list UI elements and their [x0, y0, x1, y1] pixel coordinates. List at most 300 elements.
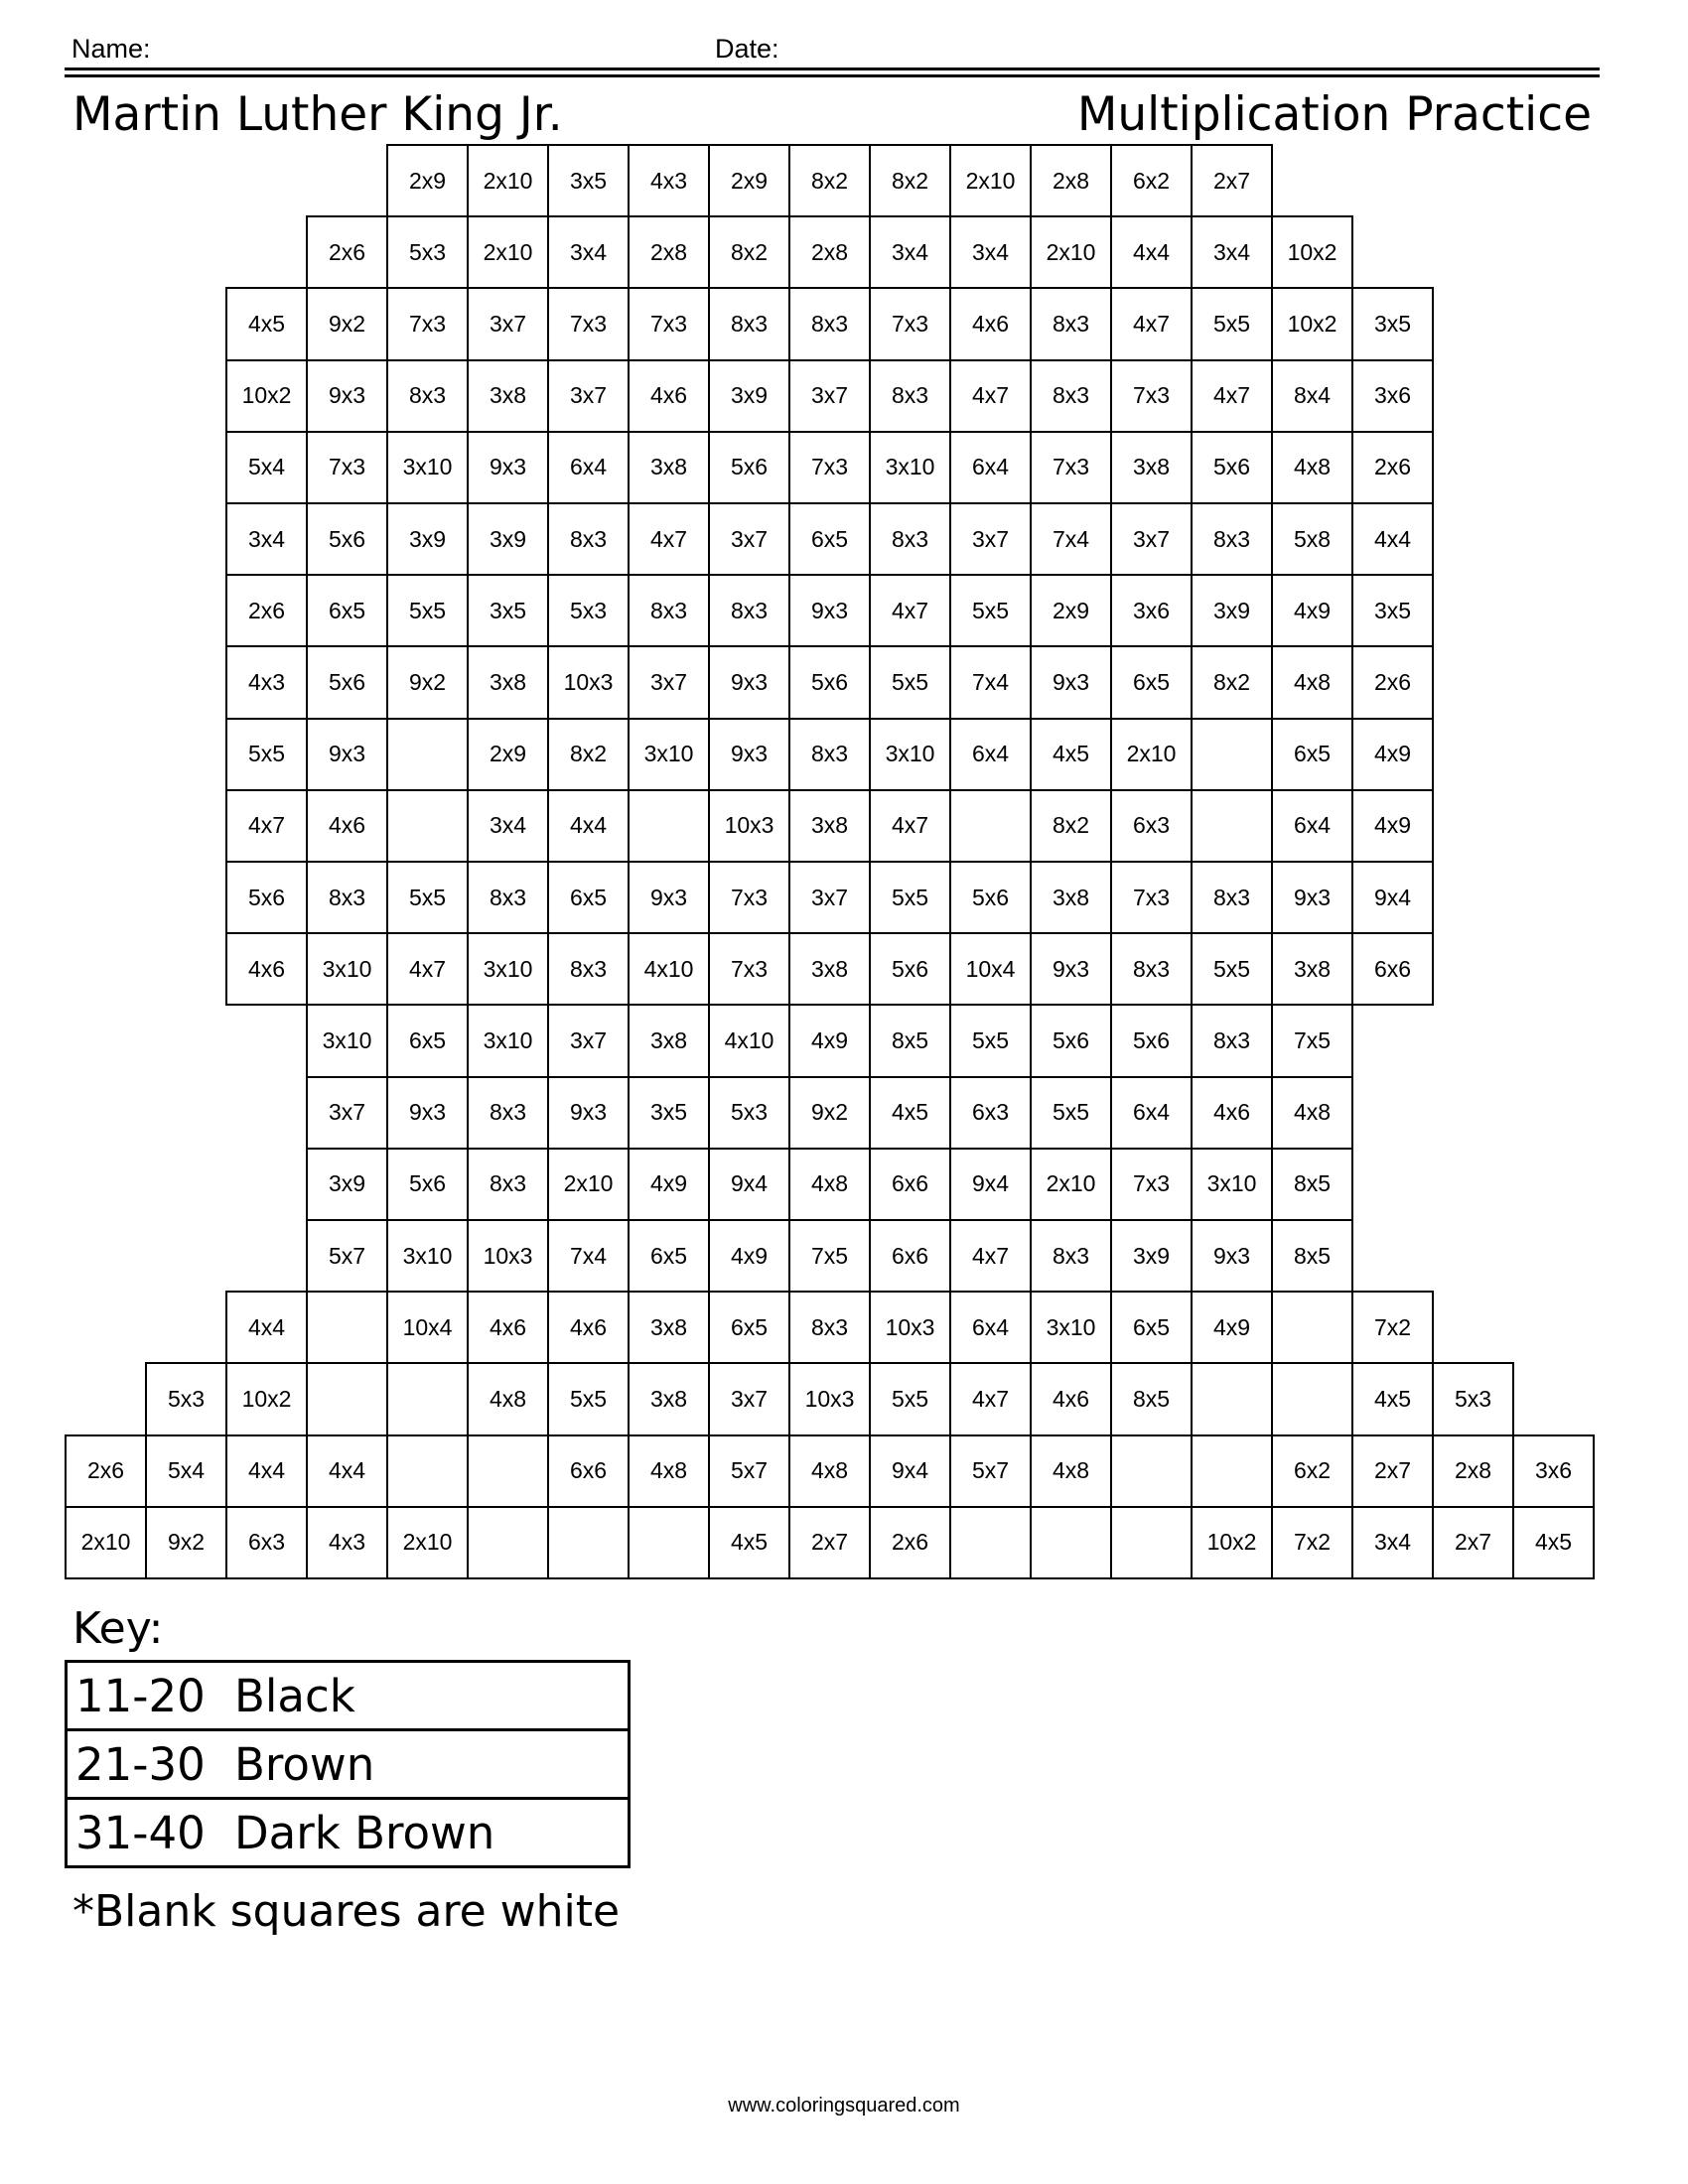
grid-cell: 10x2 [1271, 215, 1353, 289]
grid-cell: 7x3 [708, 861, 790, 934]
grid-cell: 5x6 [869, 932, 951, 1006]
grid-cell: 8x3 [547, 932, 630, 1006]
color-key-table [65, 1660, 631, 1868]
grid-cell: 7x3 [1110, 359, 1193, 433]
grid-cell: 7x3 [788, 431, 871, 504]
grid-cell: 4x7 [225, 789, 308, 863]
grid-cell: 2x10 [1030, 215, 1112, 289]
grid-cell: 8x3 [1191, 861, 1273, 934]
grid-cell: 2x8 [1030, 144, 1112, 217]
grid-cell: 3x7 [1110, 502, 1193, 576]
grid-cell: 2x10 [1030, 1148, 1112, 1221]
footer-url: www.coloringsquared.com [728, 2095, 960, 2116]
grid-cell: 5x5 [869, 861, 951, 934]
grid-cell: 6x6 [869, 1219, 951, 1293]
key-note: *Blank squares are white [72, 1886, 621, 1937]
grid-cell: 4x3 [306, 1506, 388, 1579]
grid-cell: 3x9 [1110, 1219, 1193, 1293]
grid-cell: 9x3 [1271, 861, 1353, 934]
grid-cell: 9x3 [386, 1076, 469, 1150]
grid-cell: 2x7 [1351, 1434, 1434, 1508]
grid-cell: 6x3 [225, 1506, 308, 1579]
grid-cell: 5x6 [1030, 1004, 1112, 1077]
grid-cell [306, 1291, 388, 1364]
grid-cell: 3x6 [1351, 359, 1434, 433]
grid-cell: 4x9 [1351, 718, 1434, 791]
grid-cell: 6x5 [547, 861, 630, 934]
grid-cell: 4x7 [1191, 359, 1273, 433]
grid-cell: 3x4 [1351, 1506, 1434, 1579]
grid-cell: 8x3 [869, 502, 951, 576]
grid-cell: 4x3 [225, 645, 308, 719]
grid-cell: 10x3 [788, 1362, 871, 1435]
grid-cell: 4x6 [225, 932, 308, 1006]
grid-cell: 4x8 [788, 1434, 871, 1508]
grid-cell: 9x4 [1351, 861, 1434, 934]
grid-cell: 2x10 [386, 1506, 469, 1579]
grid-cell: 4x9 [628, 1148, 710, 1221]
grid-cell: 9x2 [386, 645, 469, 719]
grid-cell [467, 1434, 549, 1508]
grid-cell [386, 789, 469, 863]
grid-cell: 4x5 [225, 287, 308, 360]
grid-cell: 9x2 [145, 1506, 227, 1579]
grid-cell: 2x6 [65, 1434, 147, 1508]
grid-cell: 2x6 [1351, 645, 1434, 719]
grid-cell: 5x6 [788, 645, 871, 719]
grid-cell: 3x10 [869, 431, 951, 504]
key-range: 11-20 [75, 1669, 206, 1722]
grid-cell: 10x3 [547, 645, 630, 719]
grid-cell: 3x8 [1271, 932, 1353, 1006]
grid-cell [1271, 1362, 1353, 1435]
grid-cell: 5x5 [1191, 932, 1273, 1006]
grid-cell: 6x2 [1271, 1434, 1353, 1508]
grid-cell: 8x3 [1030, 287, 1112, 360]
grid-cell: 6x4 [1271, 789, 1353, 863]
grid-cell: 10x4 [386, 1291, 469, 1364]
grid-cell: 8x2 [708, 215, 790, 289]
grid-cell: 10x2 [225, 359, 308, 433]
grid-cell: 4x8 [467, 1362, 549, 1435]
grid-cell: 5x5 [225, 718, 308, 791]
grid-cell: 4x4 [547, 789, 630, 863]
grid-cell: 3x8 [1110, 431, 1193, 504]
grid-cell: 8x3 [1030, 359, 1112, 433]
grid-cell [1030, 1506, 1112, 1579]
grid-cell: 3x7 [547, 1004, 630, 1077]
grid-cell [1110, 1506, 1193, 1579]
grid-cell: 4x6 [1030, 1362, 1112, 1435]
key-row [67, 1799, 630, 1867]
grid-cell: 5x7 [949, 1434, 1032, 1508]
key-row [67, 1730, 630, 1799]
grid-cell: 7x3 [547, 287, 630, 360]
grid-cell: 7x5 [1271, 1004, 1353, 1077]
grid-cell: 6x4 [1110, 1076, 1193, 1150]
grid-cell: 5x4 [145, 1434, 227, 1508]
grid-cell: 8x3 [1110, 932, 1193, 1006]
grid-cell: 9x3 [306, 718, 388, 791]
key-row [67, 1662, 630, 1730]
key-range: 31-40 [75, 1806, 206, 1859]
grid-cell: 3x5 [467, 574, 549, 647]
grid-cell: 2x10 [949, 144, 1032, 217]
grid-cell: 5x5 [547, 1362, 630, 1435]
grid-cell: 7x3 [386, 287, 469, 360]
grid-cell: 6x5 [708, 1291, 790, 1364]
grid-cell: 4x8 [628, 1434, 710, 1508]
grid-cell: 7x4 [547, 1219, 630, 1293]
grid-cell [949, 1506, 1032, 1579]
grid-cell: 8x2 [1030, 789, 1112, 863]
grid-cell: 8x2 [869, 144, 951, 217]
grid-cell: 8x2 [788, 144, 871, 217]
grid-cell [1110, 1434, 1193, 1508]
grid-cell: 7x3 [306, 431, 388, 504]
grid-cell: 9x2 [788, 1076, 871, 1150]
grid-cell: 8x3 [547, 502, 630, 576]
grid-cell: 10x2 [225, 1362, 308, 1435]
grid-cell: 7x3 [708, 932, 790, 1006]
grid-cell: 2x6 [225, 574, 308, 647]
grid-cell: 8x5 [1110, 1362, 1193, 1435]
grid-cell: 3x10 [467, 1004, 549, 1077]
grid-cell: 4x6 [949, 287, 1032, 360]
grid-cell: 8x4 [1271, 359, 1353, 433]
grid-cell: 6x6 [1351, 932, 1434, 1006]
grid-cell: 7x3 [869, 287, 951, 360]
grid-cell: 4x9 [1351, 789, 1434, 863]
grid-cell: 4x10 [628, 932, 710, 1006]
grid-cell: 3x10 [628, 718, 710, 791]
grid-cell: 3x4 [547, 215, 630, 289]
grid-cell: 8x3 [788, 718, 871, 791]
grid-cell: 4x10 [708, 1004, 790, 1077]
grid-cell: 3x8 [788, 789, 871, 863]
grid-cell: 4x9 [1191, 1291, 1273, 1364]
grid-cell: 4x7 [1110, 287, 1193, 360]
grid-cell: 3x10 [306, 1004, 388, 1077]
grid-cell: 9x3 [788, 574, 871, 647]
grid-cell: 8x2 [1191, 645, 1273, 719]
grid-cell [467, 1506, 549, 1579]
grid-cell: 10x3 [467, 1219, 549, 1293]
grid-cell: 5x6 [949, 861, 1032, 934]
grid-cell: 3x8 [467, 359, 549, 433]
grid-cell: 3x10 [386, 1219, 469, 1293]
grid-cell: 3x10 [386, 431, 469, 504]
worksheet-title: Martin Luther King Jr. [72, 87, 563, 142]
grid-cell: 4x4 [306, 1434, 388, 1508]
grid-cell: 4x7 [869, 574, 951, 647]
grid-cell: 3x7 [708, 502, 790, 576]
grid-cell: 2x9 [386, 144, 469, 217]
grid-cell: 4x4 [225, 1291, 308, 1364]
grid-cell: 4x6 [1191, 1076, 1273, 1150]
grid-cell: 2x10 [467, 215, 549, 289]
grid-cell: 6x4 [949, 1291, 1032, 1364]
grid-cell: 3x9 [306, 1148, 388, 1221]
grid-cell [386, 1434, 469, 1508]
grid-cell: 5x5 [949, 574, 1032, 647]
grid-cell: 6x6 [869, 1148, 951, 1221]
grid-cell: 7x3 [1110, 861, 1193, 934]
grid-cell: 7x3 [628, 287, 710, 360]
grid-cell: 3x7 [949, 502, 1032, 576]
grid-cell: 4x6 [628, 359, 710, 433]
name-label: Name: [71, 34, 151, 64]
grid-cell: 8x3 [788, 287, 871, 360]
grid-cell: 3x8 [628, 431, 710, 504]
grid-cell [1191, 718, 1273, 791]
grid-cell: 8x3 [467, 1076, 549, 1150]
grid-cell: 5x6 [708, 431, 790, 504]
key-color: Brown [234, 1737, 375, 1791]
grid-cell: 8x3 [628, 574, 710, 647]
grid-cell: 2x7 [1191, 144, 1273, 217]
grid-cell [386, 1362, 469, 1435]
grid-cell: 8x3 [869, 359, 951, 433]
grid-cell: 2x6 [306, 215, 388, 289]
grid-cell: 2x6 [869, 1506, 951, 1579]
grid-cell: 3x10 [869, 718, 951, 791]
grid-cell: 3x9 [467, 502, 549, 576]
grid-cell: 4x8 [1271, 1076, 1353, 1150]
grid-cell: 8x3 [788, 1291, 871, 1364]
grid-cell: 5x6 [306, 645, 388, 719]
grid-cell: 6x3 [1110, 789, 1193, 863]
header-rule [65, 74, 1600, 77]
grid-cell: 3x7 [628, 645, 710, 719]
grid-cell: 3x8 [788, 932, 871, 1006]
grid-cell: 2x8 [788, 215, 871, 289]
grid-cell: 5x6 [1191, 431, 1273, 504]
grid-cell: 2x10 [65, 1506, 147, 1579]
grid-cell: 4x9 [788, 1004, 871, 1077]
grid-cell: 10x3 [708, 789, 790, 863]
grid-cell: 5x6 [386, 1148, 469, 1221]
date-label: Date: [715, 34, 779, 64]
grid-cell: 5x3 [386, 215, 469, 289]
grid-cell: 3x6 [1512, 1434, 1595, 1508]
key-range: 21-30 [75, 1737, 206, 1791]
grid-cell: 3x5 [547, 144, 630, 217]
grid-cell: 8x3 [306, 861, 388, 934]
grid-cell: 2x8 [628, 215, 710, 289]
grid-cell: 4x7 [386, 932, 469, 1006]
grid-cell: 9x3 [1030, 932, 1112, 1006]
grid-cell [1191, 789, 1273, 863]
grid-cell: 5x5 [1191, 287, 1273, 360]
grid-cell: 9x3 [628, 861, 710, 934]
grid-cell: 5x3 [1432, 1362, 1514, 1435]
grid-cell: 3x8 [628, 1004, 710, 1077]
grid-cell [1271, 1291, 1353, 1364]
grid-cell: 4x4 [1110, 215, 1193, 289]
grid-cell: 8x3 [467, 861, 549, 934]
grid-cell: 3x4 [467, 789, 549, 863]
grid-cell: 8x3 [1191, 1004, 1273, 1077]
grid-cell: 7x3 [1110, 1148, 1193, 1221]
grid-cell: 5x7 [306, 1219, 388, 1293]
grid-cell: 7x4 [1030, 502, 1112, 576]
grid-cell: 4x5 [1351, 1362, 1434, 1435]
grid-cell: 3x5 [1351, 574, 1434, 647]
grid-cell: 4x5 [869, 1076, 951, 1150]
grid-cell: 4x6 [547, 1291, 630, 1364]
grid-cell: 8x3 [467, 1148, 549, 1221]
grid-cell: 4x7 [949, 359, 1032, 433]
grid-cell: 6x4 [949, 718, 1032, 791]
grid-cell: 2x9 [1030, 574, 1112, 647]
grid-cell: 3x7 [708, 1362, 790, 1435]
grid-cell: 7x4 [949, 645, 1032, 719]
grid-cell: 6x5 [386, 1004, 469, 1077]
grid-cell: 3x8 [1030, 861, 1112, 934]
grid-cell: 9x2 [306, 287, 388, 360]
grid-cell: 2x7 [788, 1506, 871, 1579]
grid-cell: 2x9 [708, 144, 790, 217]
grid-cell: 8x2 [547, 718, 630, 791]
key-title: Key: [72, 1603, 164, 1654]
grid-cell: 5x7 [708, 1434, 790, 1508]
worksheet-subtitle: Multiplication Practice [1076, 87, 1592, 142]
grid-cell: 8x5 [1271, 1148, 1353, 1221]
grid-cell: 9x3 [547, 1076, 630, 1150]
grid-cell: 6x5 [1110, 1291, 1193, 1364]
grid-cell: 3x5 [1351, 287, 1434, 360]
grid-cell: 4x5 [1030, 718, 1112, 791]
grid-cell: 10x2 [1191, 1506, 1273, 1579]
grid-cell: 4x7 [949, 1362, 1032, 1435]
grid-cell: 3x4 [1191, 215, 1273, 289]
grid-cell: 4x6 [306, 789, 388, 863]
grid-cell: 9x3 [708, 718, 790, 791]
grid-cell: 3x8 [628, 1291, 710, 1364]
grid-cell [949, 789, 1032, 863]
grid-cell: 6x4 [949, 431, 1032, 504]
grid-cell: 3x8 [628, 1362, 710, 1435]
grid-cell: 4x4 [1351, 502, 1434, 576]
grid-cell [1191, 1362, 1273, 1435]
grid-cell: 3x7 [467, 287, 549, 360]
grid-cell: 6x5 [628, 1219, 710, 1293]
grid-cell: 5x6 [1110, 1004, 1193, 1077]
grid-cell: 6x5 [306, 574, 388, 647]
grid-cell: 3x7 [306, 1076, 388, 1150]
grid-cell: 4x8 [1271, 431, 1353, 504]
grid-cell: 7x2 [1351, 1291, 1434, 1364]
grid-cell: 3x4 [949, 215, 1032, 289]
grid-cell: 2x9 [467, 718, 549, 791]
grid-cell [386, 718, 469, 791]
grid-cell: 3x9 [1191, 574, 1273, 647]
grid-cell: 3x8 [467, 645, 549, 719]
grid-cell: 6x2 [1110, 144, 1193, 217]
grid-cell: 5x5 [949, 1004, 1032, 1077]
grid-cell: 10x3 [869, 1291, 951, 1364]
grid-cell: 7x5 [788, 1219, 871, 1293]
grid-cell: 5x6 [306, 502, 388, 576]
grid-cell: 10x4 [949, 932, 1032, 1006]
grid-cell: 3x9 [386, 502, 469, 576]
grid-cell [1191, 1434, 1273, 1508]
grid-cell: 9x3 [1191, 1219, 1273, 1293]
grid-cell: 9x4 [708, 1148, 790, 1221]
grid-cell: 7x2 [1271, 1506, 1353, 1579]
key-color: Black [234, 1669, 355, 1722]
grid-cell: 4x6 [467, 1291, 549, 1364]
grid-cell: 2x10 [1110, 718, 1193, 791]
grid-cell: 3x7 [788, 359, 871, 433]
grid-cell: 2x6 [1351, 431, 1434, 504]
grid-cell: 3x10 [467, 932, 549, 1006]
grid-cell: 5x5 [386, 574, 469, 647]
grid-cell: 3x7 [788, 861, 871, 934]
grid-cell [628, 1506, 710, 1579]
grid-cell [306, 1362, 388, 1435]
grid-cell: 4x3 [628, 144, 710, 217]
grid-cell: 4x7 [949, 1219, 1032, 1293]
grid-cell: 5x5 [869, 1362, 951, 1435]
grid-cell: 6x5 [788, 502, 871, 576]
grid-cell: 7x3 [1030, 431, 1112, 504]
grid-cell: 3x5 [628, 1076, 710, 1150]
grid-cell: 2x10 [467, 144, 549, 217]
grid-cell: 4x5 [708, 1506, 790, 1579]
grid-cell: 5x3 [547, 574, 630, 647]
grid-cell: 4x7 [628, 502, 710, 576]
grid-cell: 8x5 [869, 1004, 951, 1077]
grid-cell: 4x9 [708, 1219, 790, 1293]
grid-cell: 4x4 [225, 1434, 308, 1508]
grid-cell: 3x9 [708, 359, 790, 433]
grid-cell: 3x10 [306, 932, 388, 1006]
grid-cell: 4x7 [869, 789, 951, 863]
grid-cell: 2x7 [1432, 1506, 1514, 1579]
grid-cell: 3x7 [547, 359, 630, 433]
header-rule [65, 68, 1600, 70]
grid-cell: 8x3 [386, 359, 469, 433]
grid-cell: 3x10 [1030, 1291, 1112, 1364]
grid-cell: 6x6 [547, 1434, 630, 1508]
grid-cell: 9x3 [467, 431, 549, 504]
grid-cell: 4x8 [788, 1148, 871, 1221]
grid-cell: 5x8 [1271, 502, 1353, 576]
grid-cell: 9x3 [306, 359, 388, 433]
grid-cell: 9x3 [1030, 645, 1112, 719]
grid-cell: 5x4 [225, 431, 308, 504]
grid-cell: 3x4 [225, 502, 308, 576]
grid-cell: 8x3 [1030, 1219, 1112, 1293]
grid-cell: 10x2 [1271, 287, 1353, 360]
grid-cell: 2x8 [1432, 1434, 1514, 1508]
grid-cell: 6x3 [949, 1076, 1032, 1150]
grid-cell: 5x3 [708, 1076, 790, 1150]
grid-cell: 6x5 [1110, 645, 1193, 719]
grid-cell: 8x3 [708, 574, 790, 647]
grid-cell: 3x10 [1191, 1148, 1273, 1221]
grid-cell: 3x6 [1110, 574, 1193, 647]
grid-cell: 9x3 [708, 645, 790, 719]
grid-cell: 5x3 [145, 1362, 227, 1435]
grid-cell: 6x5 [1271, 718, 1353, 791]
grid-cell: 8x3 [708, 287, 790, 360]
grid-cell: 4x9 [1271, 574, 1353, 647]
grid-cell: 4x8 [1030, 1434, 1112, 1508]
grid-cell: 9x4 [949, 1148, 1032, 1221]
